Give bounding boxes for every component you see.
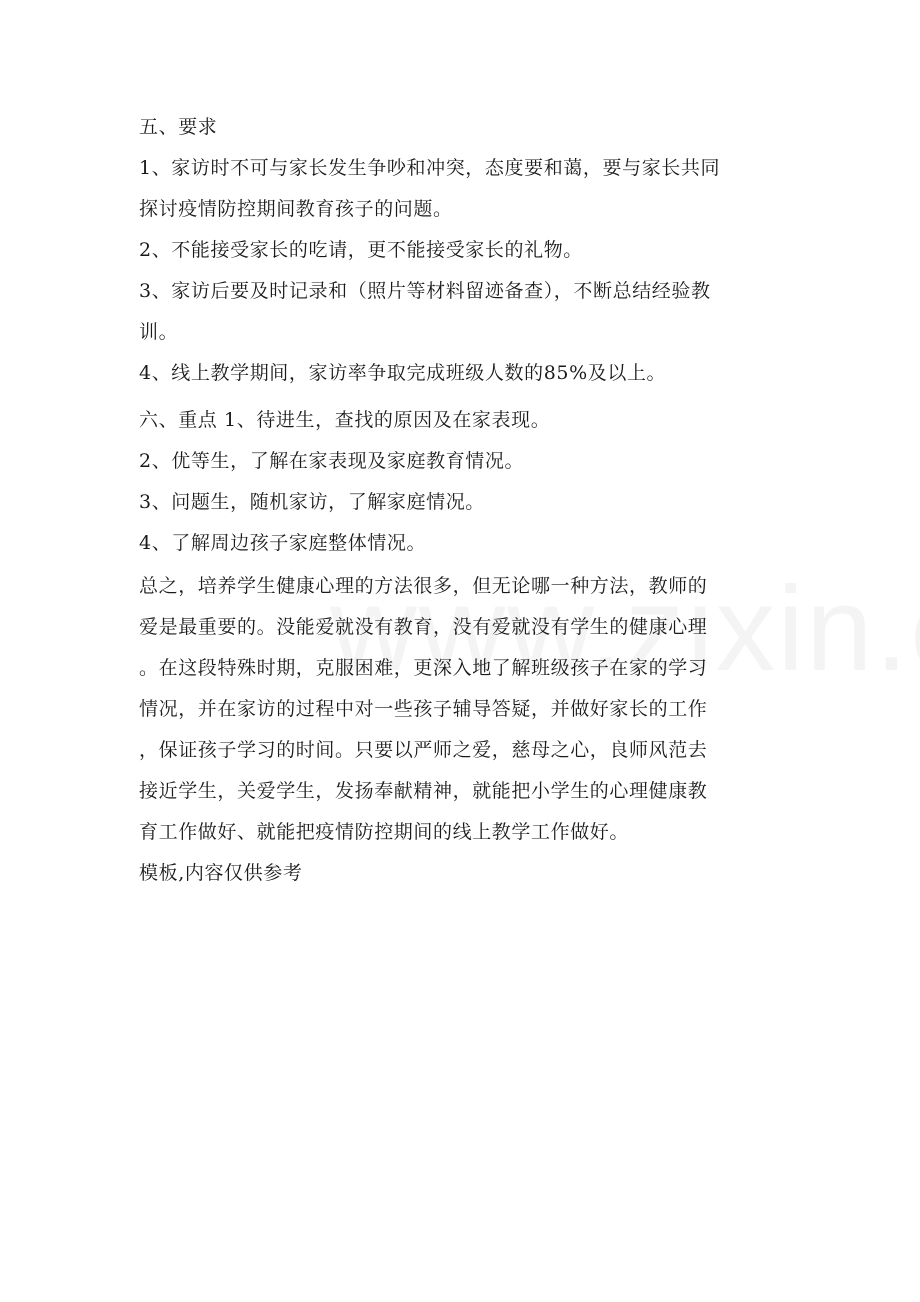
text-line: 3、问题生，随机家访，了解家庭情况。: [139, 491, 485, 513]
text-line: 情况，并在家访的过程中对一些孩子辅导答疑，并做好家长的工作: [139, 698, 708, 720]
text-line: 接近学生，关爱学生，发扬奉献精神，就能把小学生的心理健康教: [139, 780, 708, 802]
text-line: 训。: [139, 321, 179, 343]
section-heading-requirements: 五、要求: [139, 116, 218, 138]
text-line: 3、家访后要及时记录和（照片等材料留迹备查），不断总结经验教: [139, 280, 711, 302]
text-line: 。在这段特殊时期，克服困难，更深入地了解班级孩子在家的学习: [139, 657, 708, 679]
text-line: ，保证孩子学习的时间。只要以严师之爱，慈母之心，良师风范去: [139, 739, 708, 761]
text-line: 4、线上教学期间，家访率争取完成班级人数的85%及以上。: [139, 362, 667, 384]
text-line: 探讨疫情防控期间教育孩子的问题。: [139, 198, 453, 220]
text-line: 2、不能接受家长的吃请，更不能接受家长的礼物。: [139, 239, 583, 261]
text-line: 育工作做好、就能把疫情防控期间的线上教学工作做好。: [139, 821, 630, 843]
text-line: 4、了解周边孩子家庭整体情况。: [139, 532, 427, 554]
section-heading-focus: 六、重点 1、待进生，查找的原因及在家表现。: [139, 409, 551, 431]
text-line: 总之，培养学生健康心理的方法很多，但无论哪一种方法，教师的: [139, 575, 708, 597]
template-note: 模板,内容仅供参考: [139, 862, 303, 884]
text-line: 2、优等生，了解在家表现及家庭教育情况。: [139, 450, 525, 472]
text-line: 1、家访时不可与家长发生争吵和冲突，态度要和蔼，要与家长共同: [139, 157, 721, 179]
text-line: 爱是最重要的。没能爱就没有教育，没有爱就没有学生的健康心理: [139, 616, 708, 638]
